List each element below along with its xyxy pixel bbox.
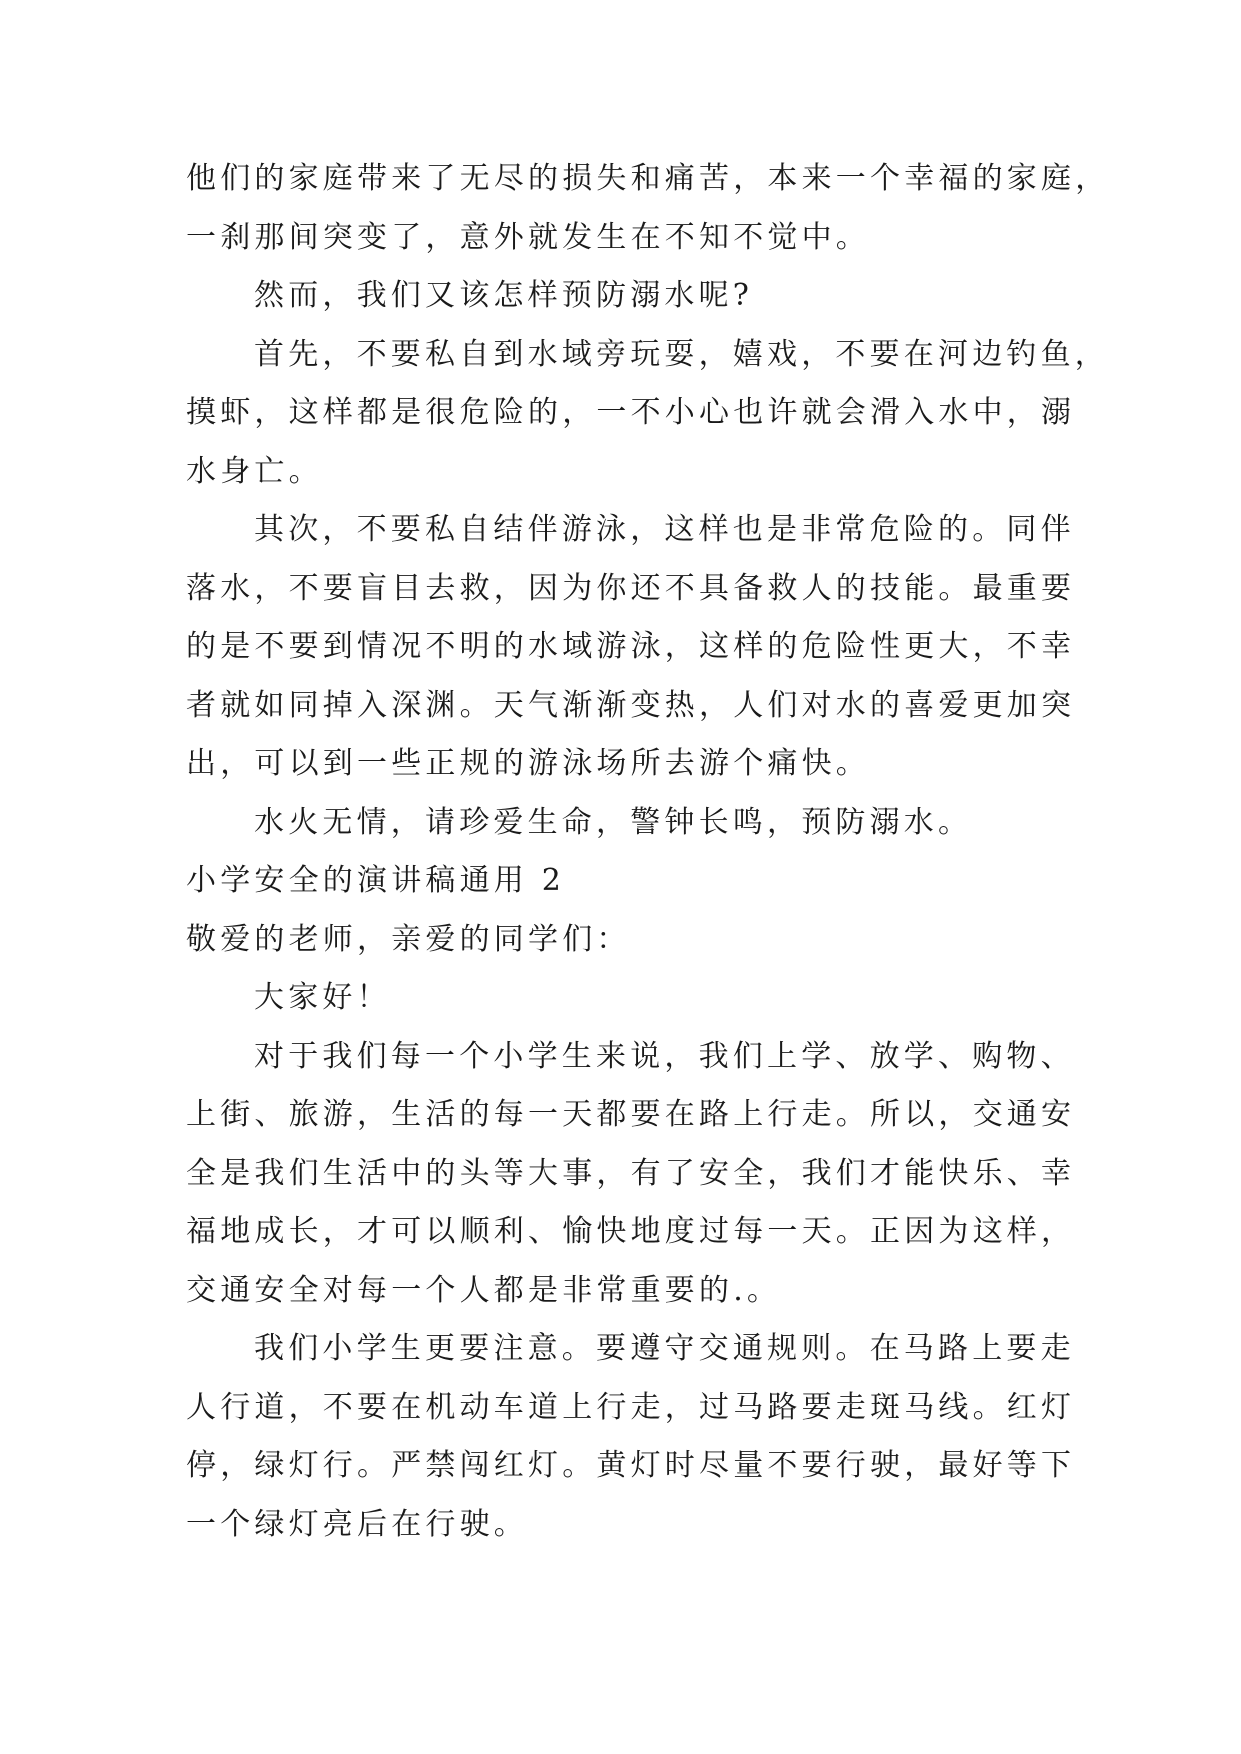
text-line: 出，可以到一些正规的游泳场所去游个痛快。 <box>186 746 870 781</box>
text-line: 一个绿灯亮后在行驶。 <box>186 1506 528 1542</box>
text-line: 然而，我们又该怎样预防溺水呢? <box>254 278 754 313</box>
text-line: 我们小学生更要注意。要遵守交通规则。在马路上要走 <box>254 1331 1075 1366</box>
text-line: 一刹那间突变了，意外就发生在不知不觉中。 <box>186 219 870 255</box>
text-line: 交通安全对每一个人都是非常重要的.。 <box>186 1272 782 1308</box>
text-line: 停，绿灯行。严禁闯红灯。黄灯时尽量不要行驶，最好等下 <box>186 1448 1076 1483</box>
document-body <box>186 150 1110 1554</box>
text-line: 水火无情，请珍爱生命，警钟长鸣，预防溺水。 <box>254 804 973 840</box>
text-line: 水身亡。 <box>186 453 323 489</box>
text-line: 上街、旅游，生活的每一天都要在路上行走。所以，交通安 <box>186 1097 1076 1132</box>
text-line: 者就如同掉入深渊。天气渐渐变热，人们对水的喜爱更加突 <box>186 687 1076 723</box>
text-line: 全是我们生活中的头等大事，有了安全，我们才能快乐、幸 <box>186 1155 1076 1191</box>
text-line: 对于我们每一个小学生来说，我们上学、放学、购物、 <box>254 1038 1075 1074</box>
text-line: 他们的家庭带来了无尽的损失和痛苦，本来一个幸福的家庭， <box>186 161 1110 196</box>
text-line: 人行道，不要在机动车道上行走，过马路要走斑马线。红灯 <box>186 1389 1076 1425</box>
text-line: 首先，不要私自到水域旁玩耍，嬉戏，不要在河边钓鱼， <box>254 336 1109 372</box>
text-line: 的是不要到情况不明的水域游泳，这样的危险性更大，不幸 <box>186 629 1076 664</box>
text-line: 福地成长，才可以顺利、愉快地度过每一天。正因为这样， <box>186 1214 1076 1249</box>
section-heading: 小学安全的演讲稿通用 2 <box>186 863 566 898</box>
greeting: 大家好！ <box>254 980 391 1015</box>
text-line: 其次，不要私自结伴游泳，这样也是非常危险的。同伴 <box>254 512 1075 547</box>
salutation: 敬爱的老师，亲爱的同学们： <box>186 921 631 957</box>
text-line: 落水，不要盲目去救，因为你还不具备救人的技能。最重要 <box>186 570 1076 606</box>
text-line: 摸虾，这样都是很危险的，一不小心也许就会滑入水中，溺 <box>186 395 1076 430</box>
